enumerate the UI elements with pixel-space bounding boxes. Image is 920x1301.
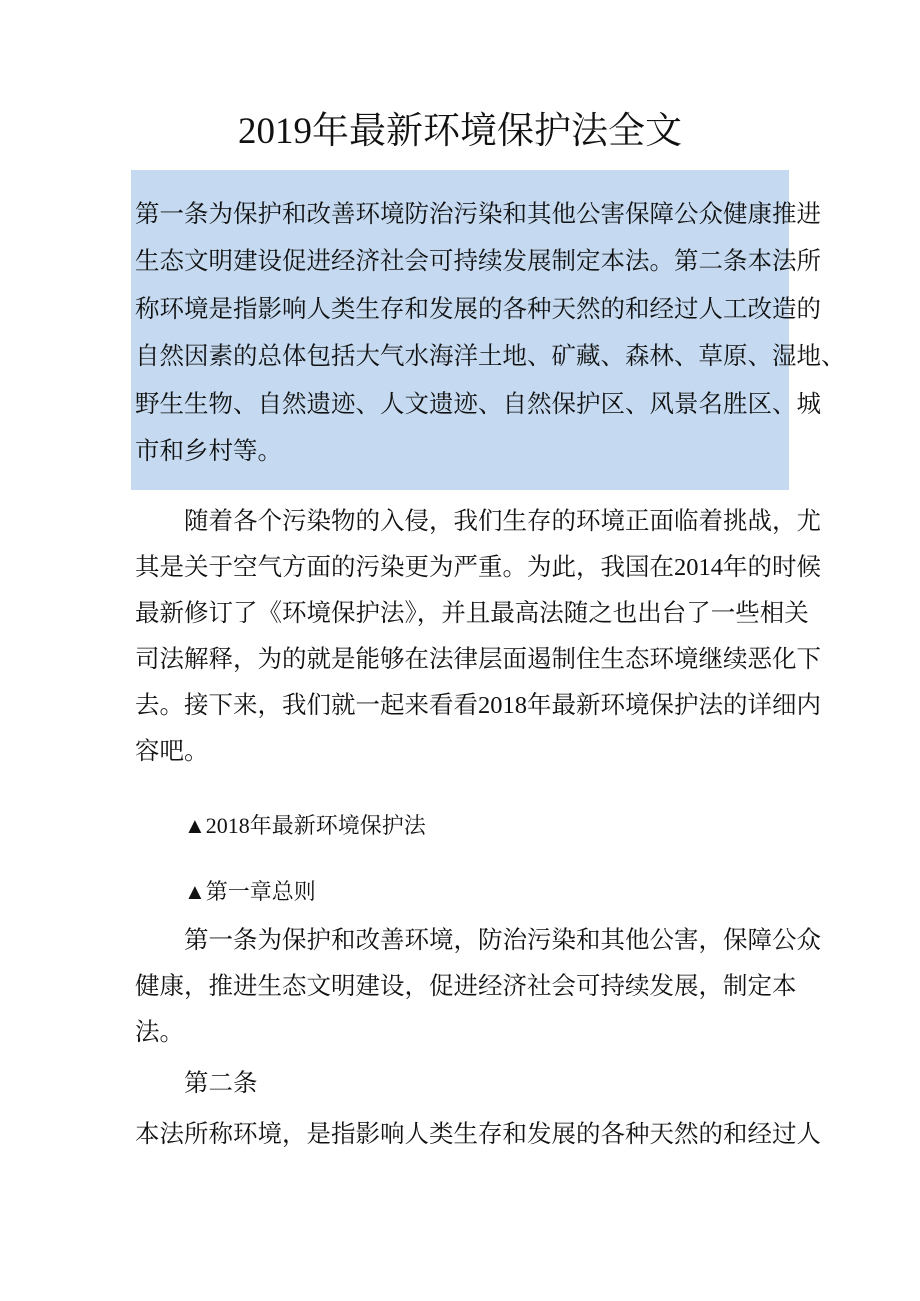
excerpt-line: 自然因素的总体包括大气水海洋土地、矿藏、森林、草原、湿地、 xyxy=(135,343,846,370)
document-title: 2019年最新环境保护法全文 xyxy=(238,111,682,152)
excerpt-line: 生态文明建设促进经济社会可持续发展制定本法。第二条本法所 xyxy=(135,248,821,275)
article2-label: 第二条 xyxy=(184,1070,258,1097)
intro-line: 去。接下来，我们就一起来看看2018年最新环境保护法的详细内 xyxy=(135,692,821,719)
article1-line: 法。 xyxy=(135,1019,184,1046)
intro-line: 司法解释，为的就是能够在法律层面遏制住生态环境继续恶化下 xyxy=(135,646,821,673)
intro-line: 其是关于空气方面的污染更为严重。为此，我国在2014年的时候 xyxy=(135,554,821,581)
intro-line: 随着各个污染物的入侵，我们生存的环境正面临着挑战，尤 xyxy=(184,508,821,535)
excerpt-line: 第一条为保护和改善环境防治污染和其他公害保障公众健康推进 xyxy=(135,201,821,228)
excerpt-line: 市和乡村等。 xyxy=(135,438,282,465)
intro-line: 最新修订了《环境保护法》，并且最高法随之也出台了一些相关 xyxy=(135,600,809,627)
excerpt-line: 野生生物、自然遗迹、人文遗迹、自然保护区、风景名胜区、城 xyxy=(135,391,821,418)
article1-line: 第一条为保护和改善环境，防治污染和其他公害，保障公众 xyxy=(184,927,821,954)
article2-line: 本法所称环境，是指影响人类生存和发展的各种天然的和经过人 xyxy=(135,1121,821,1148)
intro-line: 容吧。 xyxy=(135,738,209,765)
excerpt-line: 称环境是指影响人类生存和发展的各种天然的和经过人工改造的 xyxy=(135,296,821,323)
chapter-heading: ▲第一章总则 xyxy=(184,879,316,904)
article1-line: 健康，推进生态文明建设，促进经济社会可持续发展，制定本 xyxy=(135,973,797,1000)
highlighted-excerpt xyxy=(131,170,846,490)
section-heading: ▲2018年最新环境保护法 xyxy=(184,813,426,838)
